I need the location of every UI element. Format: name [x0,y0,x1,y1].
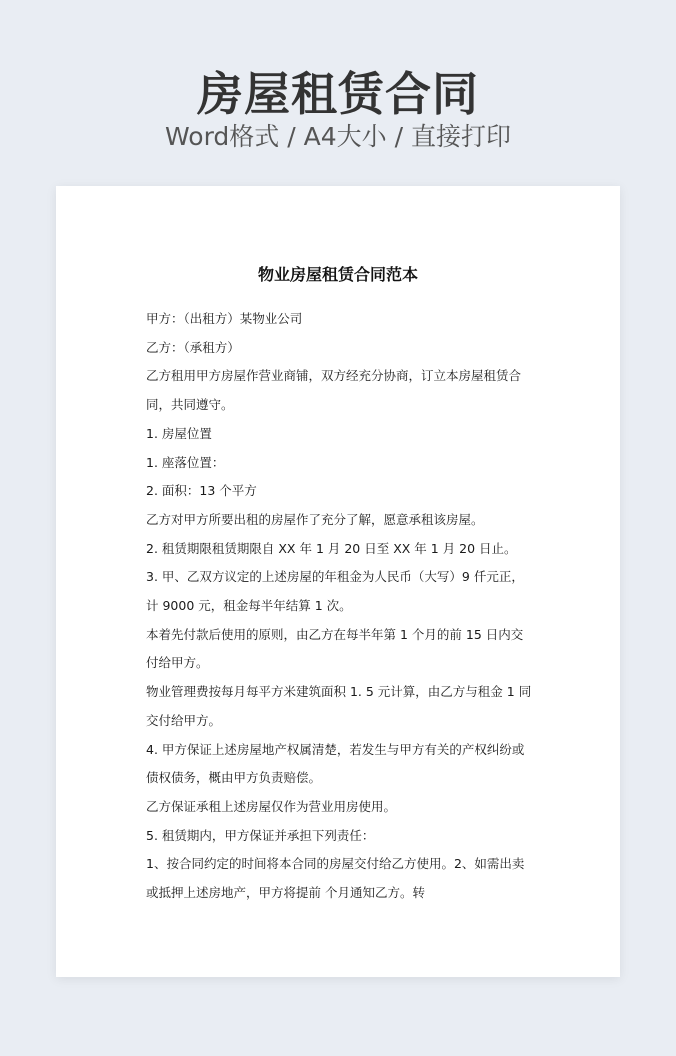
document-line: 4. 甲方保证上述房屋地产权属清楚，若发生与甲方有关的产权纠纷或 [146,741,525,757]
document-line: 乙方保证承租上述房屋仅作为营业用房使用。 [146,798,397,814]
document-line: 2. 租赁期限租赁期限自 XX 年 1 月 20 日至 XX 年 1 月 20 日止。 [146,540,517,556]
document-line: 5. 租赁期内，甲方保证并承担下列责任： [146,827,375,843]
document-line: 3. 甲、乙双方议定的上述房屋的年租金为人民币（大写）9 仟元正， [146,569,524,585]
document-line: 1、按合同约定的时间将本合同的房屋交付给乙方使用。2、如需出卖 [146,856,525,872]
document-line: 1. 房屋位置 [146,425,212,441]
document-line: 同，共同遵守。 [146,397,234,413]
document-line: 1. 座落位置： [146,454,225,470]
document-line: 本着先付款后使用的原则，由乙方在每半年第 1 个月的前 15 日内交 [146,626,524,642]
document-line: 交付给甲方。 [146,712,222,728]
document-line: 乙方对甲方所要出租的房屋作了充分了解，愿意承租该房屋。 [146,511,484,527]
document-title: 物业房屋租赁合同范本 [257,265,418,284]
document-line: 乙方租用甲方房屋作营业商铺，双方经充分协商，订立本房屋租赁合 [146,368,522,384]
banner-subtitle: Word格式 / A4大小 / 直接打印 [165,122,511,151]
document-line: 计 9000 元，租金每半年结算 1 次。 [146,598,352,614]
document-line: 付给甲方。 [146,655,209,671]
document-body [146,305,536,908]
document-line: 乙方：（承租方） [146,339,240,355]
document-line: 2. 面积：13 个平方 [146,483,257,499]
document-line: 债权债务，概由甲方负责赔偿。 [146,770,322,786]
document-line: 或抵押上述房地产，甲方将提前 个月通知乙方。转 [146,885,425,901]
document-line: 甲方：（出租方）某物业公司 [146,311,303,326]
document-line: 物业管理费按每月每平方米建筑面积 1. 5 元计算，由乙方与租金 1 同 [146,684,532,700]
banner-title: 房屋租赁合同 [197,67,479,121]
